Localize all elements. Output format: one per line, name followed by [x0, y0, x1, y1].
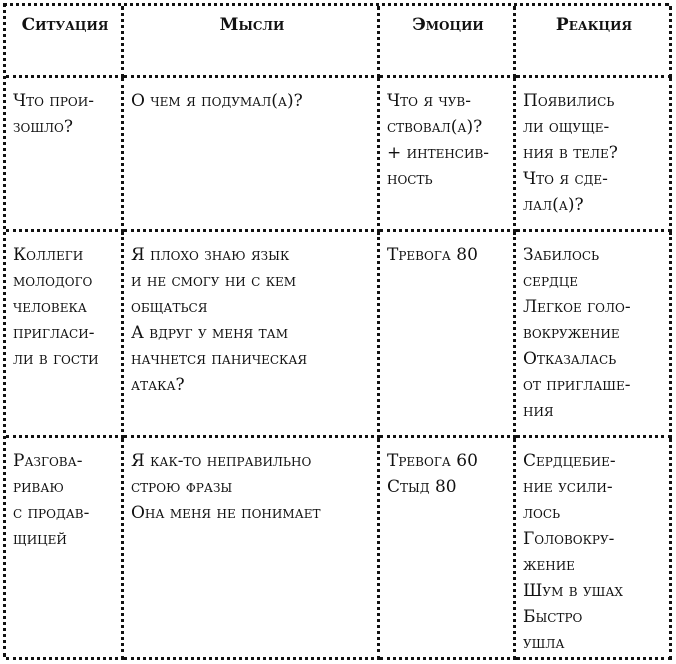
cell-line: от приглаше-	[523, 375, 631, 395]
cell-line: атака?	[131, 375, 185, 395]
row3-reaction	[516, 438, 672, 660]
cell-line: А вдруг у меня там	[131, 323, 289, 343]
cell-line: ность	[387, 169, 433, 189]
cell-line: Шум в ушах	[523, 581, 623, 601]
cell-line: сердце	[523, 271, 578, 291]
cell-line: Головокру-	[523, 529, 615, 549]
cell-line: ние усили-	[523, 477, 613, 497]
header-reaction: Реакция	[516, 6, 672, 78]
cell-line: Что я сде-	[523, 169, 608, 189]
cell-line: Коллеги	[13, 245, 84, 265]
row2-situation	[6, 232, 124, 438]
cell-line: пригласи-	[13, 323, 95, 343]
cell-line: лось	[523, 503, 561, 523]
cell-line: ствовал(а)?	[387, 117, 483, 137]
cell-line: Отказалась	[523, 349, 617, 369]
cell-line: начнется паническая	[131, 349, 308, 369]
cell-line: Что я чув-	[387, 91, 471, 111]
cell-line: Быстро	[523, 607, 583, 627]
row3-emotions	[380, 438, 516, 660]
cell-line: с продав-	[13, 503, 90, 523]
cell-line: общаться	[131, 297, 208, 317]
row2-thoughts	[124, 232, 380, 438]
row3-situation	[6, 438, 124, 660]
cell-line: ли в гости	[13, 349, 99, 369]
cell-line: ния	[523, 401, 554, 421]
cell-line: Я как-то неправильно	[131, 451, 312, 471]
row1-situation	[6, 78, 124, 232]
cell-line: Что прои-	[13, 91, 94, 111]
cell-line: Легкое голо-	[523, 297, 631, 317]
cell-line: О чем я подумал(а)?	[131, 91, 303, 111]
cell-line: ушла	[523, 633, 565, 653]
cbt-table	[3, 3, 669, 657]
row1-reaction	[516, 78, 672, 232]
cell-line: Сердцебие-	[523, 451, 616, 471]
cell-line: жение	[523, 555, 575, 575]
cell-line: зошло?	[13, 117, 73, 137]
cell-line: Я плохо знаю язык	[131, 245, 290, 265]
cell-line: Она меня не понимает	[131, 503, 321, 523]
row3-thoughts	[124, 438, 380, 660]
cell-line: вокружение	[523, 323, 620, 343]
header-thoughts: Мысли	[124, 6, 380, 78]
cell-line: строю фразы	[131, 477, 233, 497]
cell-line: и не смогу ни с кем	[131, 271, 297, 291]
row2-reaction	[516, 232, 672, 438]
cell-line: ли ощуще-	[523, 117, 610, 137]
cell-line: молодого	[13, 271, 93, 291]
cell-line: Стыд 80	[387, 477, 457, 497]
row1-emotions	[380, 78, 516, 232]
header-emotions: Эмоции	[380, 6, 516, 78]
cell-line: Тревога 80	[387, 245, 478, 265]
cell-line: Появились	[523, 91, 615, 111]
cell-line: человека	[13, 297, 87, 317]
cell-line: щицей	[13, 529, 67, 549]
cell-line: риваю	[13, 477, 64, 497]
cell-line: Забилось	[523, 245, 600, 265]
cell-line: Разгова-	[13, 451, 83, 471]
cell-line: лал(а)?	[523, 195, 584, 215]
cell-line: + интенсив-	[387, 143, 490, 163]
header-situation: Ситуация	[6, 6, 124, 78]
row1-thoughts	[124, 78, 380, 232]
row2-emotions	[380, 232, 516, 438]
cell-line: Тревога 60	[387, 451, 478, 471]
cell-line: ния в теле?	[523, 143, 618, 163]
